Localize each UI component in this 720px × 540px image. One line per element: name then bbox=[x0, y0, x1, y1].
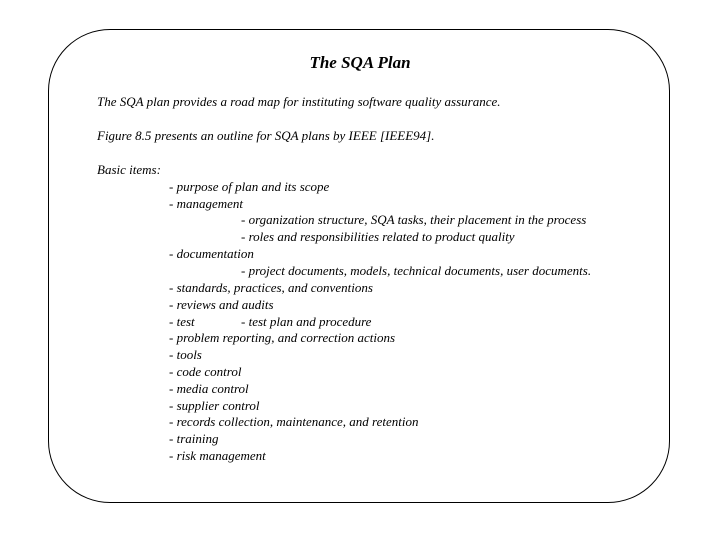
list-item-documentation: - documentation bbox=[169, 246, 254, 261]
list-item-purpose: - purpose of plan and its scope bbox=[169, 179, 330, 194]
list-item-reviews: - reviews and audits bbox=[169, 297, 274, 312]
list-item-risk-management: - risk management bbox=[169, 448, 266, 463]
sub-item-roles-responsibilities: - roles and responsibilities related to product quality bbox=[241, 229, 515, 244]
sub-item-project-documents: - project documents, models, technical documents, user documents. bbox=[241, 263, 592, 278]
basic-items-heading: Basic items: bbox=[97, 162, 161, 177]
test-label: - test bbox=[169, 314, 195, 329]
intro-text: The SQA plan provides a road map for instituting software quality assurance. bbox=[97, 94, 501, 109]
list-item-records: - records collection, maintenance, and retention bbox=[169, 414, 419, 429]
list-item-problem-reporting: - problem reporting, and correction actions bbox=[169, 330, 396, 345]
list-item-media-control: - media control bbox=[169, 381, 249, 396]
list-item-management: - management bbox=[169, 196, 244, 211]
slide-title: The SQA Plan bbox=[309, 53, 411, 72]
test-detail: - test plan and procedure bbox=[241, 314, 372, 329]
list-item-code-control: - code control bbox=[169, 364, 242, 379]
list-item-standards: - standards, practices, and conventions bbox=[169, 280, 373, 295]
list-item-tools: - tools bbox=[169, 347, 202, 362]
list-item-training: - training bbox=[169, 431, 219, 446]
sub-item-organization-structure: - organization structure, SQA tasks, their placement in the process bbox=[241, 212, 587, 227]
list-item-supplier-control: - supplier control bbox=[169, 398, 260, 413]
figure-reference-text: Figure 8.5 presents an outline for SQA plans by IEEE [IEEE94]. bbox=[97, 128, 435, 143]
list-item-test bbox=[169, 314, 371, 330]
